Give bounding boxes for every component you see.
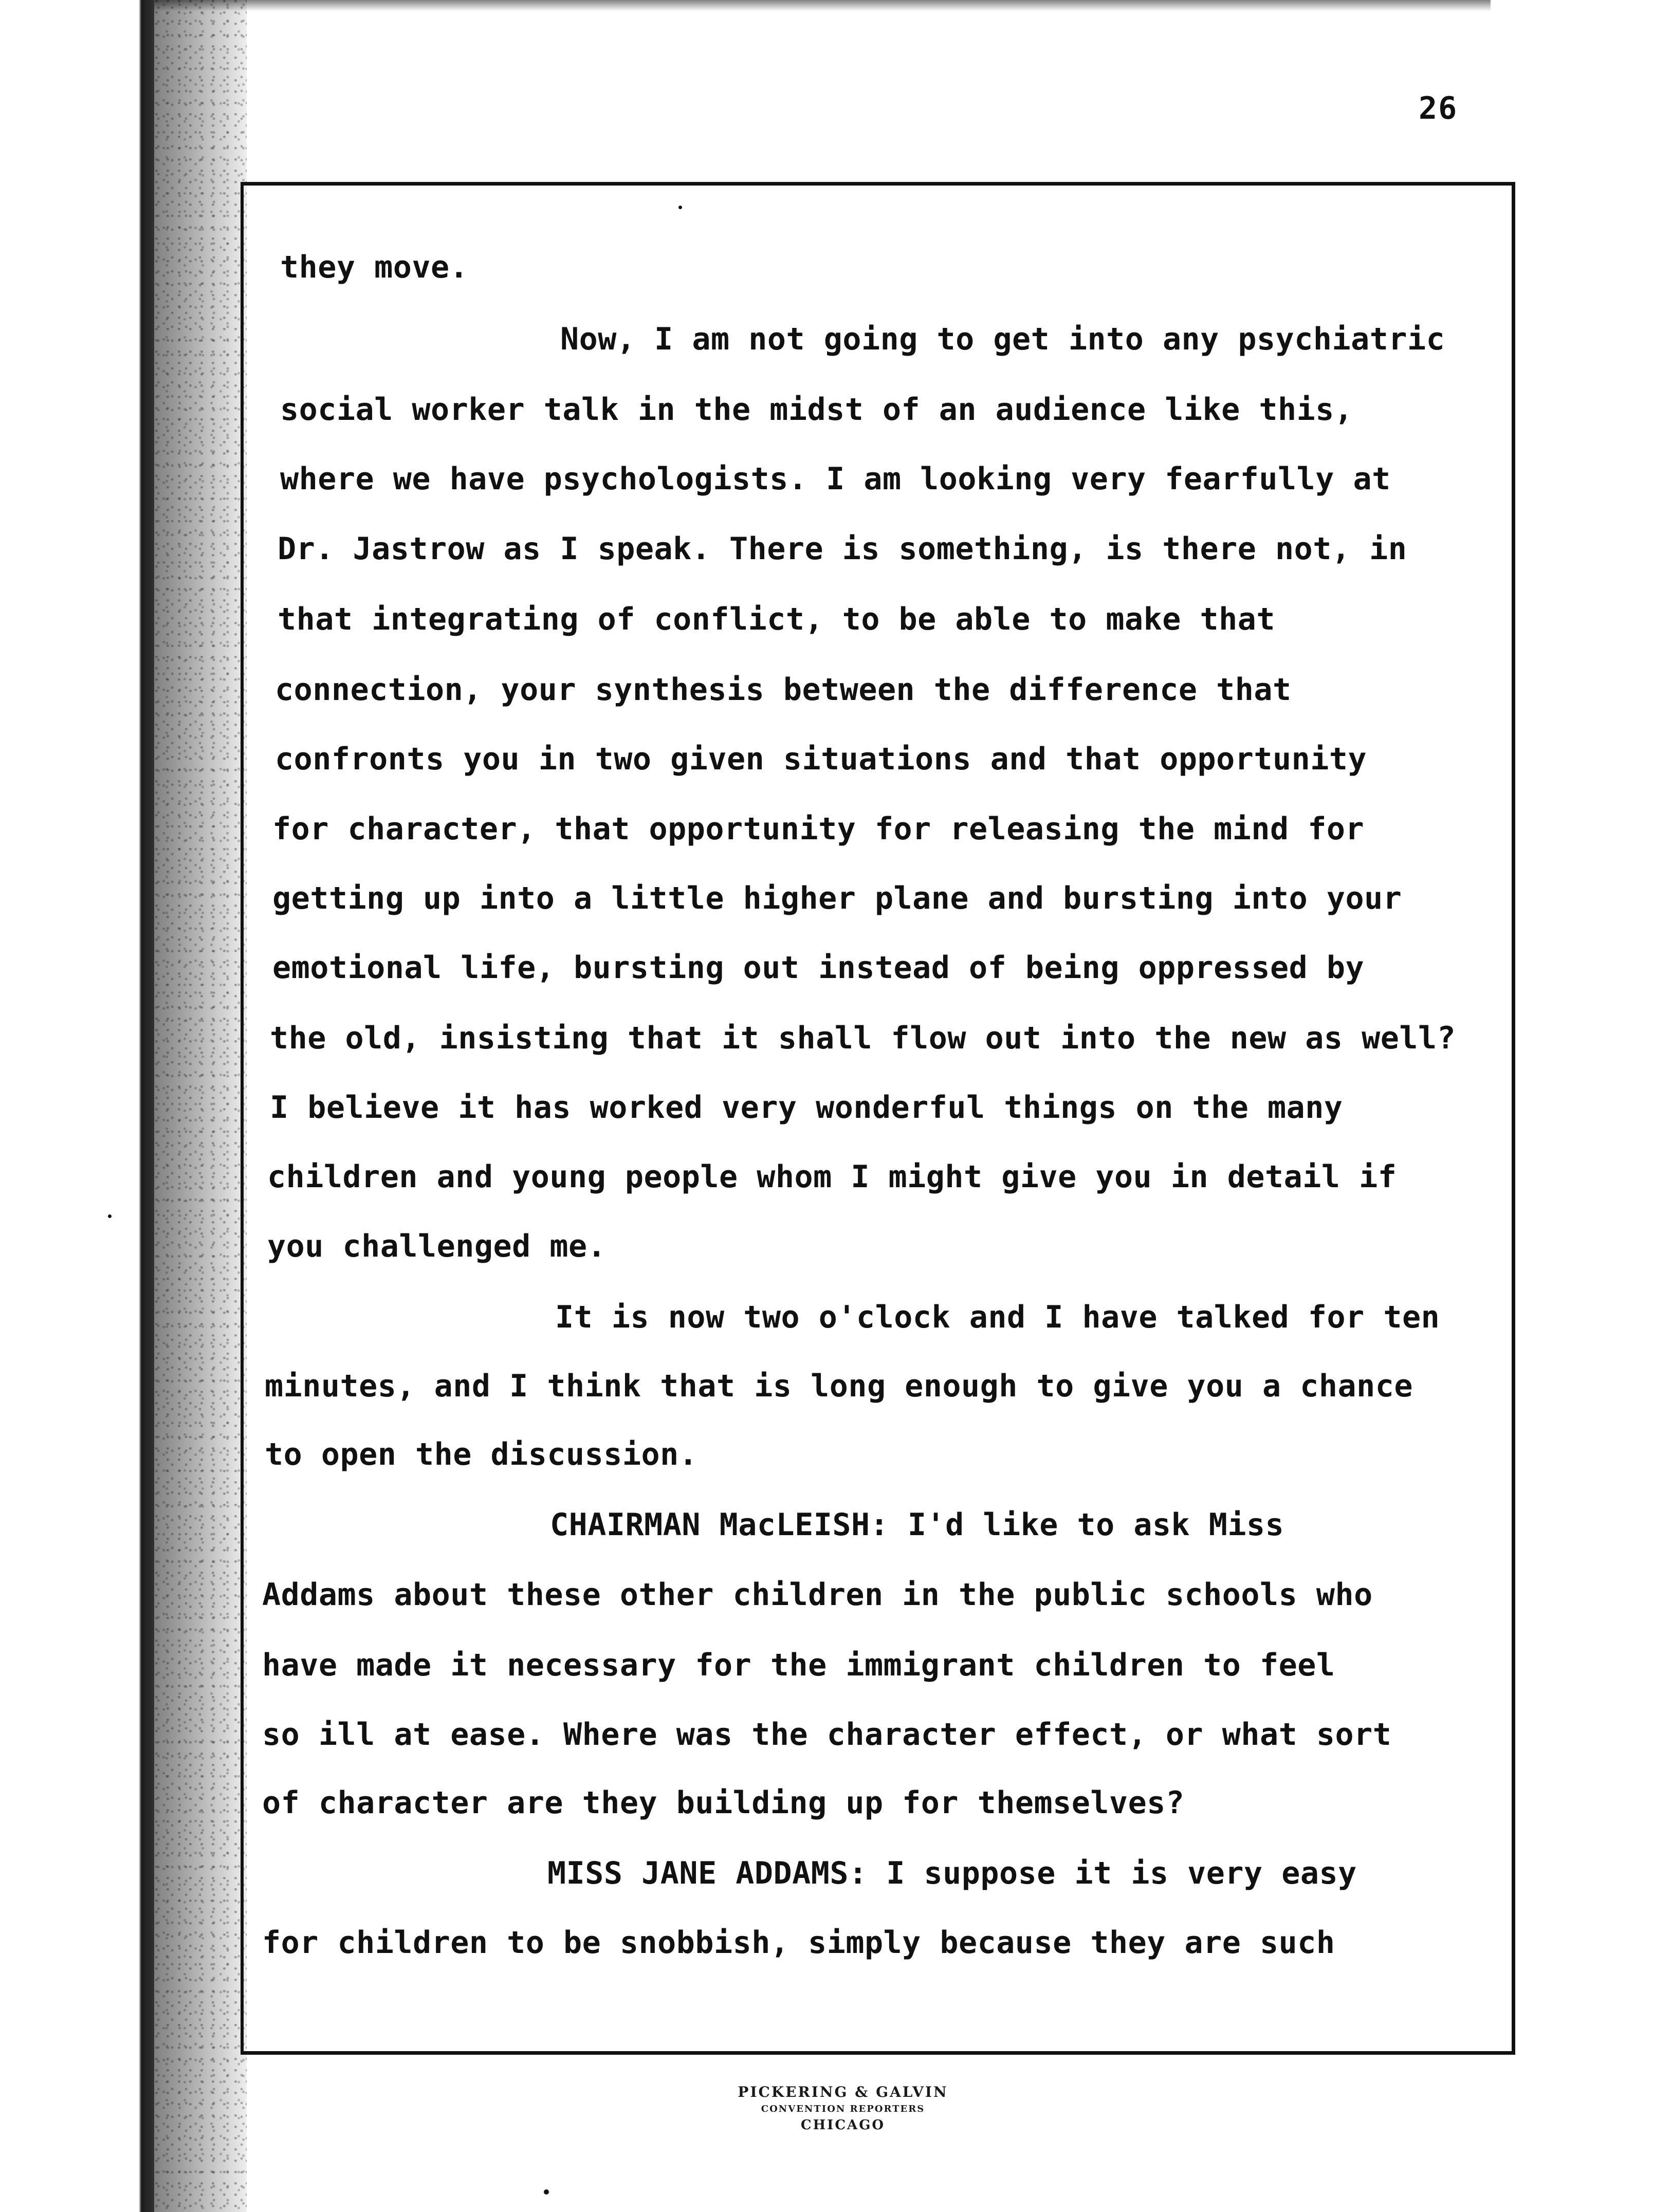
body-line: where we have psychologists. I am looking very fearfully at [280,461,1391,497]
body-line: connection, your synthesis between the difference that [275,672,1292,708]
body-line: for character, that opportunity for releasing the mind for [272,811,1365,847]
body-line: social worker talk in the midst of an audience like this, [280,392,1353,428]
body-line: getting up into a little higher plane and bursting into your [272,880,1402,916]
footer-firm-tagline: CONVENTION REPORTERS [761,2104,925,2114]
body-line: Addams about these other children in the public schools who [262,1577,1373,1613]
scan-left-edge-speckle [154,0,247,2212]
footer-city: CHICAGO [800,2117,886,2133]
body-line: have made it necessary for the immigrant children to feel [262,1647,1335,1683]
body-line: of character are they building up for themselves? [262,1785,1185,1821]
scan-speck [108,1214,112,1218]
page-number: 26 [1419,90,1458,126]
body-line: the old, insisting that it shall flow out into the new as well? [270,1020,1456,1056]
body-line: confronts you in two given situations and that opportunity [275,741,1367,777]
reporter-footer [658,2084,1028,2133]
body-line: so ill at ease. Where was the character effect, or what sort [262,1717,1392,1753]
body-line: that integrating of conflict, to be able to make that [278,601,1276,637]
scan-left-edge-shadow [0,0,154,2212]
body-line: I believe it has worked very wonderful things on the many [270,1090,1343,1126]
body-line: children and young people whom I might give you in detail if [267,1159,1397,1195]
body-line: for children to be snobbish, simply because they are such [262,1925,1335,1961]
speaker-line: CHAIRMAN MacLEISH: I'd like to ask Miss [550,1507,1284,1543]
body-line: It is now two o'clock and I have talked for ten [555,1299,1440,1335]
body-line: you challenged me. [267,1228,607,1264]
scan-speck [544,2189,549,2195]
body-line: Now, I am not going to get into any psychiatric [560,321,1445,357]
scan-speck [678,206,682,209]
speaker-line: MISS JANE ADDAMS: I suppose it is very easy [547,1855,1357,1891]
scan-top-edge-shadow [154,0,1491,11]
footer-firm-name: PICKERING & GALVIN [738,2084,948,2100]
body-line: to open the discussion. [265,1436,698,1472]
body-line: Dr. Jastrow as I speak. There is something, is there not, in [278,531,1407,567]
body-line: minutes, and I think that is long enough to give you a chance [265,1368,1413,1404]
body-line: they move. [280,249,469,285]
body-line: emotional life, bursting out instead of being oppressed by [272,950,1365,986]
